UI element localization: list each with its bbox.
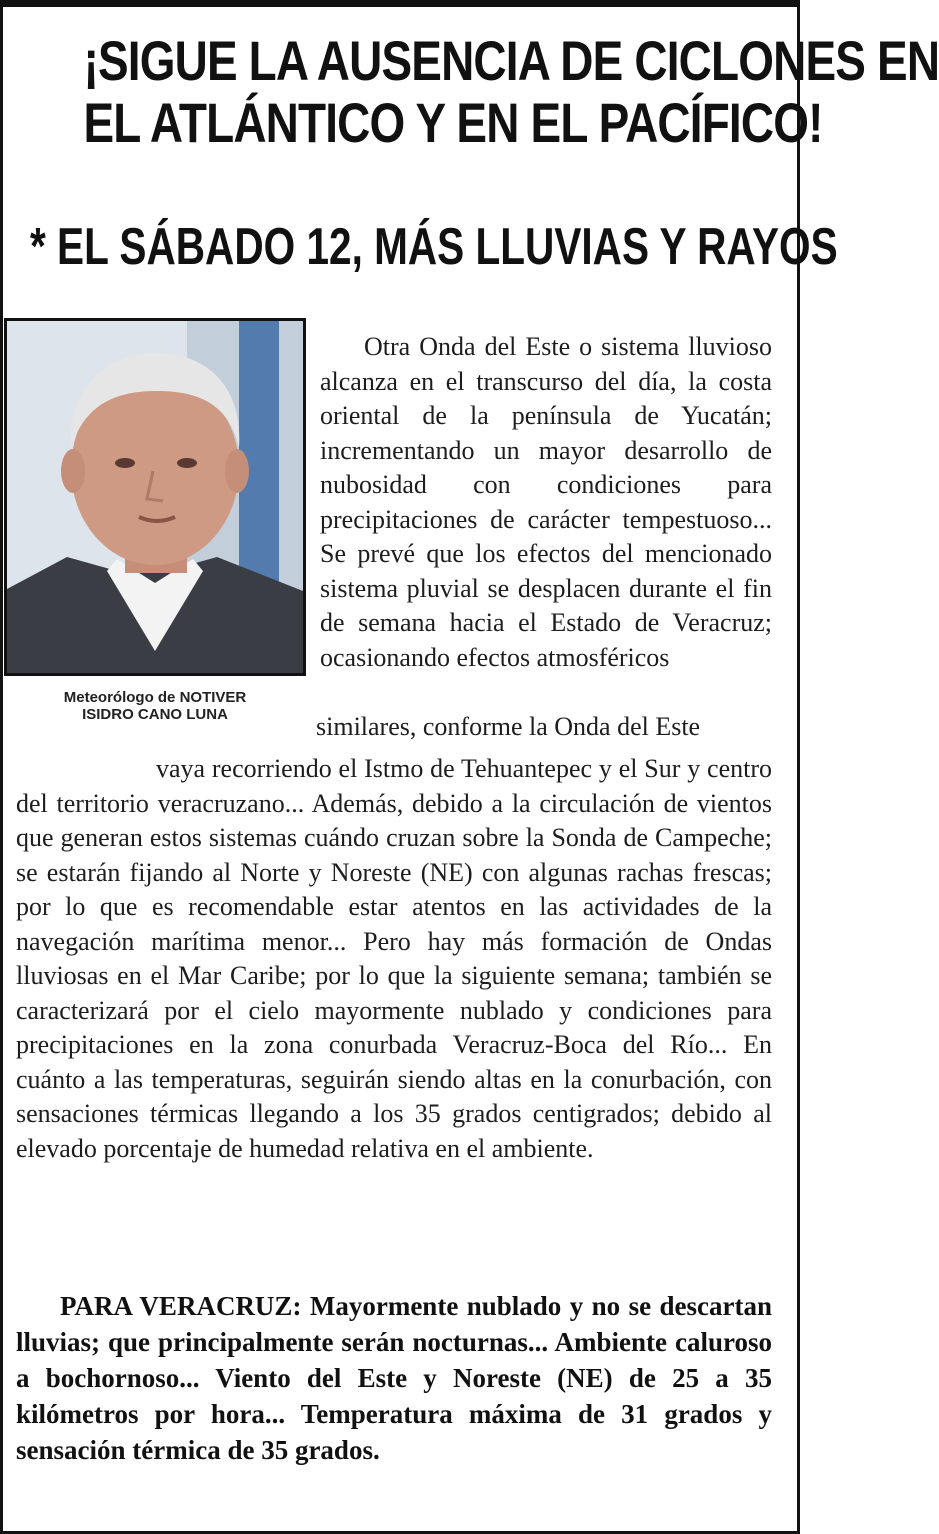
top-rule <box>0 0 800 7</box>
article-column-paragraph: Otra Onda del Este o sistema lluvioso alcanza en el transcurso del día, la costa oriental de la península de Yucatán; incrementando un mayor desarrollo de nubosidad con condiciones para precipitaciones de carácter tempestuoso... Se prevé que los efectos del mencionado sistema pluvial se desplacen durante el fin de semana hacia el Estado de Veracruz; ocasionando efectos atmosféricos <box>320 332 772 672</box>
headline-line-1: ¡SIGUE LA AUSENCIA DE CICLONES EN <box>83 29 939 92</box>
photo-caption <box>30 689 280 723</box>
portrait-photo <box>4 318 306 676</box>
article-full-paragraph: vaya recorriendo el Istmo de Tehuantepec y el Sur y centro del territorio veracruzano... Además, debido a la circulación de vientos que generan estos sistemas cuándo cruzan sobre la Sonda de Campeche; se estarán fijando al Norte y Noreste (NE) con algunas rachas frescas; por lo que es recomendable estar atentos en las actividades de la navegación marítima menor... Pero hay más formación de Ondas lluviosas en el Mar Caribe; por lo que la siguiente semana; también se caracterizará por el cielo mayormente nublado y condiciones para precipitaciones en la zona conurbada Veracruz-Boca del Río... En cuánto a las temperaturas, seguirán siendo altas en la conurbación, con sensaciones térmicas llegando a los 35 grados centigrados; debido al elevado porcentaje de humedad relativa en el ambiente. <box>16 754 772 1163</box>
portrait-icon <box>7 321 303 673</box>
subheadline: * EL SÁBADO 12, MÁS LLUVIAS Y RAYOS <box>30 218 838 276</box>
caption-line-2: ISIDRO CANO LUNA <box>82 706 228 723</box>
article-column-tail: similares, conforme la Onda del Este <box>316 712 701 741</box>
headline-line-2: EL ATLÁNTICO Y EN EL PACÍFICO! <box>83 91 823 154</box>
forecast-paragraph: PARA VERACRUZ: Mayormente nublado y no se descartan lluvias; que principalmente serán nocturnas... Ambiente caluroso a bochornoso... Viento del Este y Noreste (NE) de 25 a 35 kilómetros por hora... Temperatura máxima de 31 grados y sensación térmica de 35 grados. <box>16 1291 772 1465</box>
headline <box>83 29 939 154</box>
caption-line-1: Meteorólogo de NOTIVER <box>63 689 247 706</box>
